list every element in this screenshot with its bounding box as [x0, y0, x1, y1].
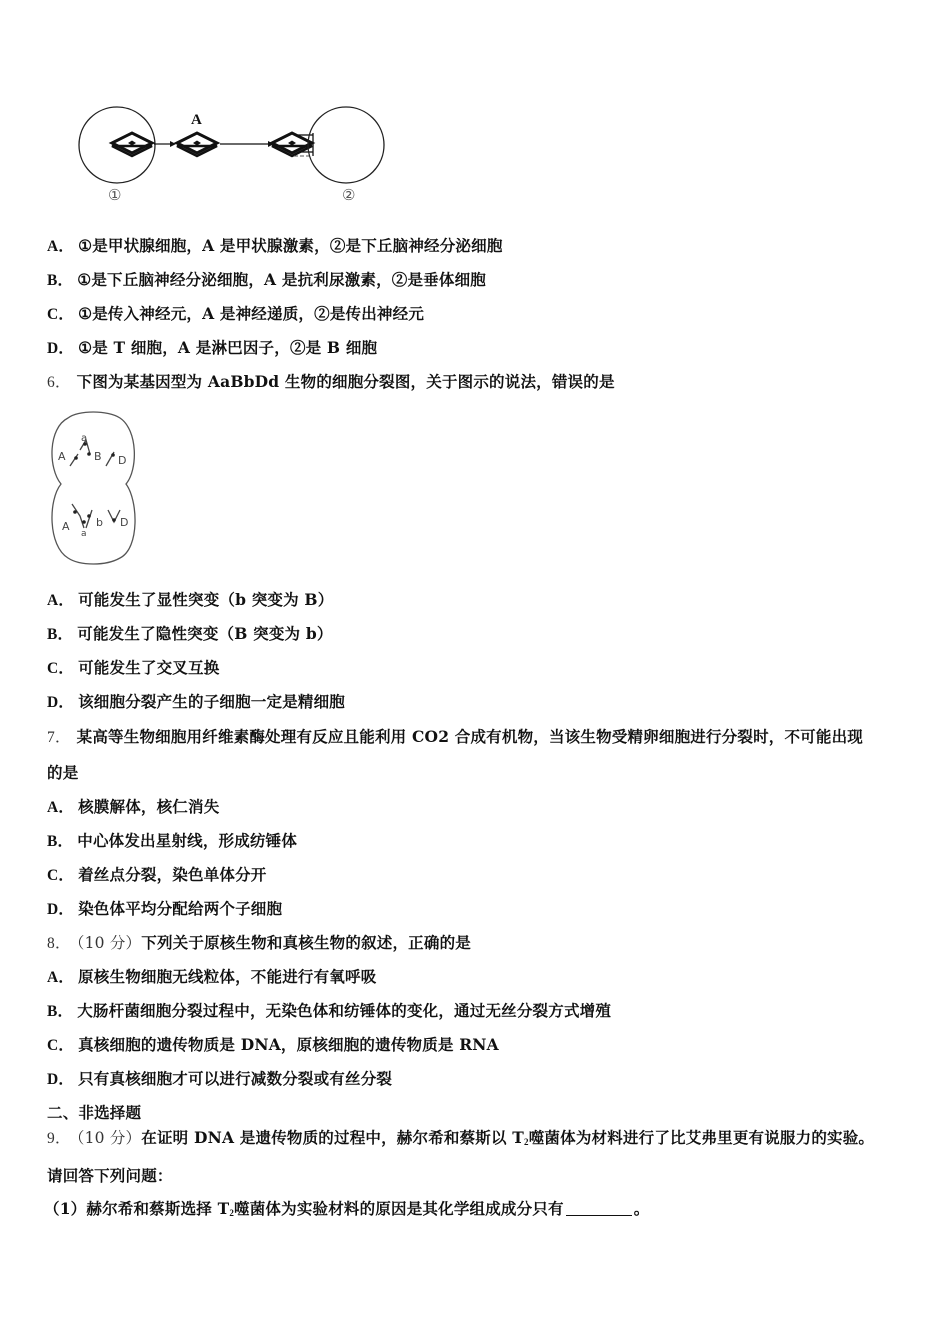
q7-stem: 7． 某高等生物细胞用纤维素酶处理有反应且能利用 CO2 合成有机物，当该生物受精卵细胞进行分裂时，不可能出现	[47, 727, 863, 746]
q8-stem: 8． （10 分）下列关于原核生物和真核生物的叙述，正确的是	[47, 933, 471, 952]
question-number: 7．	[47, 729, 71, 746]
q9-prompt: 请回答下列问题：	[47, 1166, 173, 1185]
section-title: 二、非选择题	[47, 1103, 142, 1122]
gene-label: D	[120, 516, 129, 529]
gene-label: A	[62, 520, 70, 533]
q7-option-c: C． 着丝点分裂，染色单体分开	[47, 865, 267, 884]
q9-stem: 9． （10 分）在证明 DNA 是遗传物质的过程中，赫尔希和蔡斯以 $T_2$噬菌体为材料进行了比艾弗里更有说服力的实验。	[47, 1128, 875, 1147]
q8-option-a: A． 原核生物细胞无线粒体，不能进行有氧呼吸	[47, 967, 377, 986]
q7-option-a: A． 核膜解体，核仁消失	[47, 797, 220, 816]
q6-stem: 6． 下图为某基因型为 AaBbDd 生物的细胞分裂图，关于图示的说法，错误的是	[47, 372, 615, 391]
q6-option-a: A． 可能发生了显性突变（b 突变为 B）	[47, 590, 334, 609]
q5-option-b: B． ①是下丘脑神经分泌细胞，A 是抗利尿激素，②是垂体细胞	[47, 270, 486, 289]
gene-label: A	[58, 450, 66, 463]
q5-option-a: A． ①是甲状腺细胞，A 是甲状腺激素，②是下丘脑神经分泌细胞	[47, 236, 503, 255]
label-A: A	[191, 112, 202, 128]
question-number: 8．	[47, 935, 71, 952]
label-cell-1: ①	[108, 186, 122, 204]
gene-label: a	[81, 529, 87, 539]
gene-label: D	[118, 454, 127, 467]
label-cell-2: ②	[342, 186, 356, 204]
q8-option-d: D． 只有真核细胞才可以进行减数分裂或有丝分裂	[47, 1069, 393, 1088]
q8-option-b: B． 大肠杆菌细胞分裂过程中，无染色体和纺锤体的变化，通过无丝分裂方式增殖	[47, 1001, 612, 1020]
q5-option-d: D． ①是 T 细胞，A 是淋巴因子，②是 B 细胞	[47, 338, 378, 357]
question-number: 6．	[47, 374, 71, 391]
score-label: （10 分）	[76, 934, 142, 952]
score-label: （10 分）	[76, 1129, 142, 1147]
gene-label: B	[94, 450, 102, 463]
q7-option-b: B． 中心体发出星射线，形成纺锤体	[47, 831, 298, 850]
question-number: 9．	[47, 1130, 71, 1147]
q5-option-c: C． ①是传入神经元，A 是神经递质，②是传出神经元	[47, 304, 425, 323]
gene-label: b	[96, 516, 103, 529]
gene-label: a	[81, 433, 88, 444]
q6-option-b: B． 可能发生了隐性突变（B 突变为 b）	[47, 624, 333, 643]
q8-option-c: C． 真核细胞的遗传物质是 DNA，原核细胞的遗传物质是 RNA	[47, 1035, 499, 1054]
q9-subquestion-1: （1）赫尔希和蔡斯选择 $T_2$噬菌体为实验材料的原因是其化学组成成分只有 。	[44, 1199, 650, 1218]
signaling-diagram	[70, 100, 400, 210]
q7-stem-continued: 的是	[47, 763, 79, 782]
q6-option-c: C． 可能发生了交叉互换	[47, 658, 220, 677]
answer-blank[interactable]	[566, 1201, 632, 1216]
q6-option-d: D． 该细胞分裂产生的子细胞一定是精细胞	[47, 692, 345, 711]
q7-option-d: D． 染色体平均分配给两个子细胞	[47, 899, 283, 918]
cell-division-diagram	[48, 408, 143, 568]
